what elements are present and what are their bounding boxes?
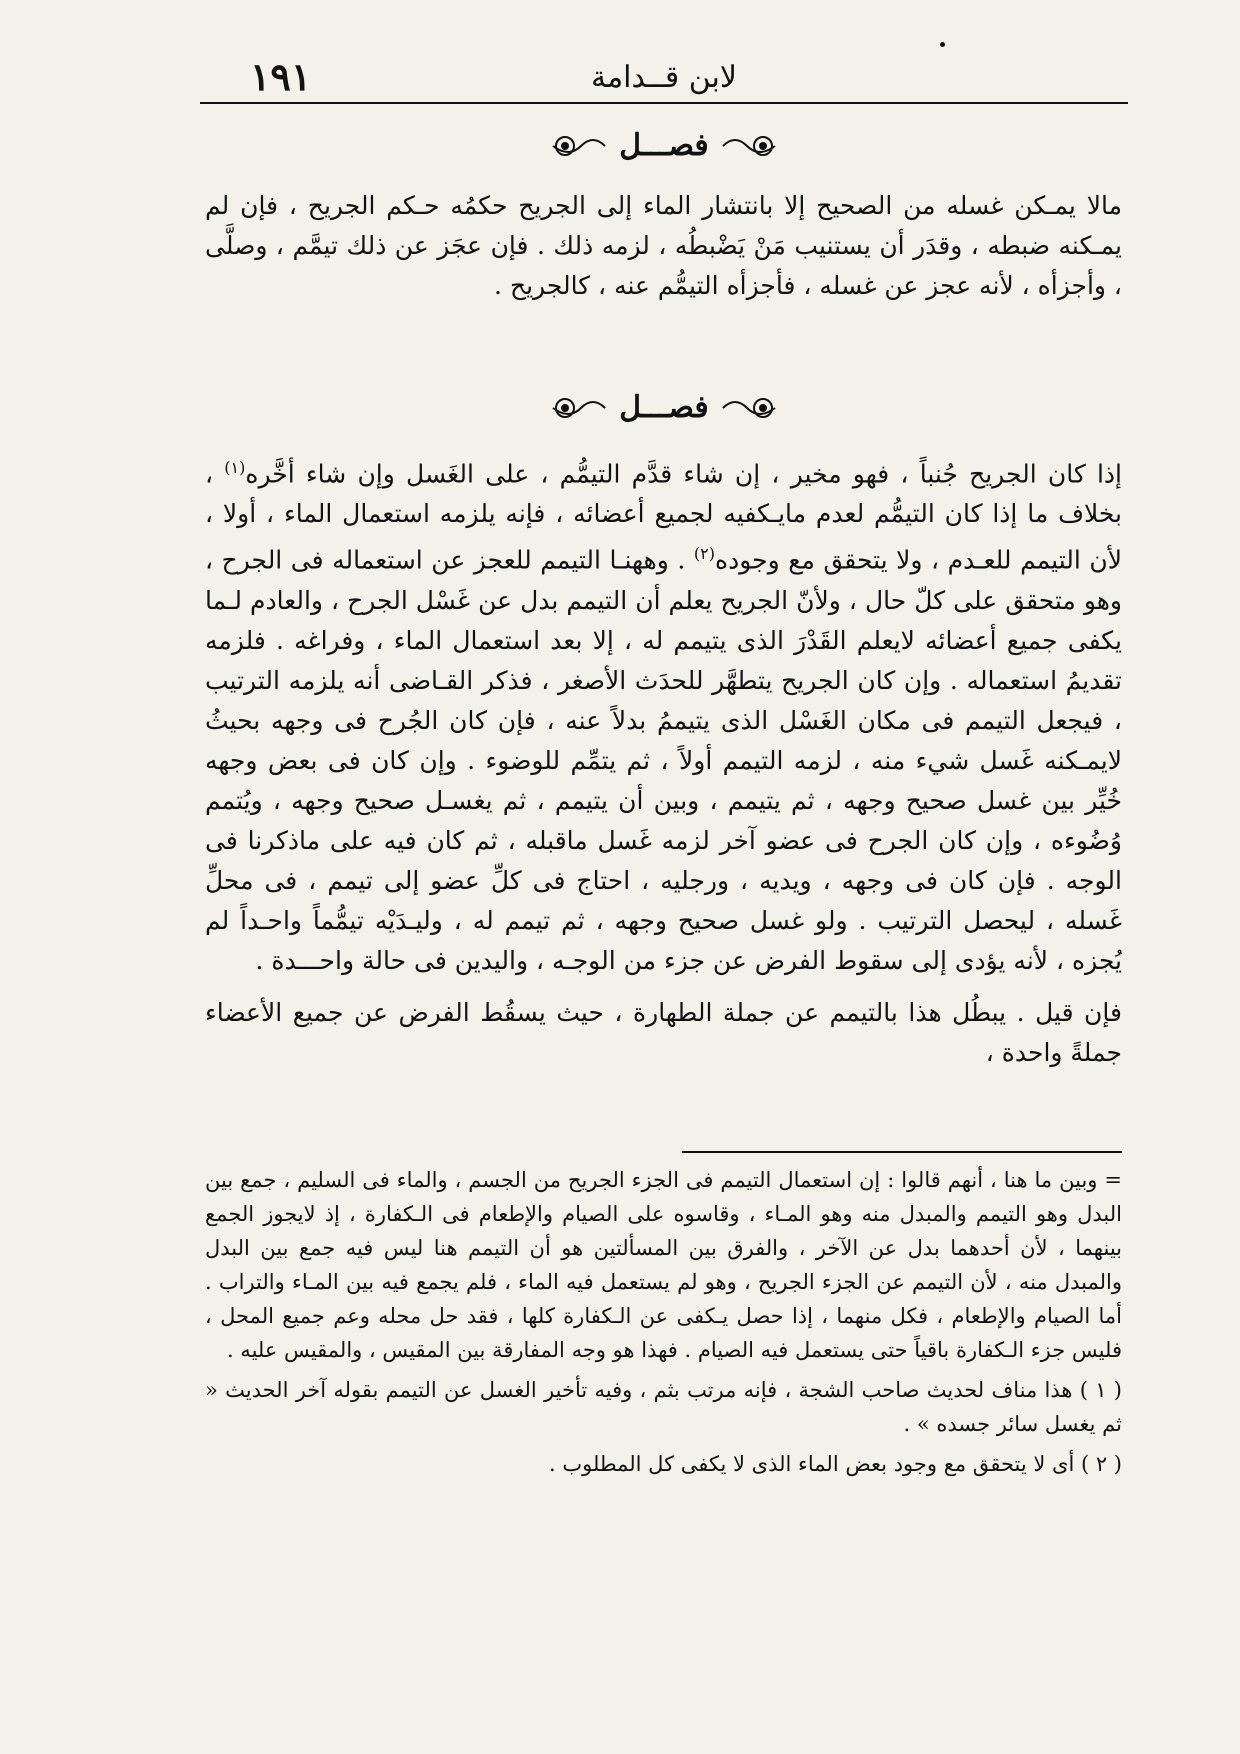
ink-dot <box>940 42 945 47</box>
ornament-right-icon <box>719 394 779 422</box>
running-header <box>200 52 1128 104</box>
running-title: لابن قــدامة <box>591 60 737 95</box>
paragraph-text: . وههنـا التيمم للعجز عن استعماله فى الجرح ، وهو متحقق على كلّ حال ، ولأنّ الجريح يعلم أن التيمم بدل عن غَسْل الجرح ، والعادم لـما يكفى جميع أعضائه لايعلم القَدْرَ الذى يتيمم له ، إلا بعد استعمال الماء ، وفراغه . فلزمه تقديمُ استعماله . وإن كان الجريح يتطهَّر للحدَث الأصغر ، فذكر القـاضى أنه يلزمه الترتيب ، فيجعل التيمم فى مكان الغَسْل الذى يتيممُ بدلاً عنه ، فإن كان الجُرح فى وجهه بحيثُ لايمـكنه غَسل شيء منه ، لزمه التيمم أولاً ، ثم يتمِّم للوضوء . وإن كان فى بعض وجهه خُيِّر بين غسل صحيح وجهه ، ثم يتيمم ، وبين أن يتيمم ، ثم يغسـل صحيح وجهه ، ويُتمم وُضُوءه ، وإن كان الجرح فى عضو آخر لزمه غَسل ماقبله ، ثم كان فيه على ماذكرنا فى الوجه . فإن كان فى وجهه ، ويديه ، ورجليه ، احتاج فى كلِّ عضو إلى تيمم ، فى محلِّ غَسله ، ليحصل الترتيب . ولو غسل صحيح وجهه ، ثم تيمم له ، وليـدَيْه تيمُّماً واحـداً لم يُجزه ، لأنه يؤدى إلى سقوط الفرض عن جزء من الوجـه ، واليدين فى حالة واحـــدة . <box>205 545 1122 975</box>
section-heading-2 <box>200 390 1128 425</box>
section-heading-label: فصـــل <box>619 390 709 425</box>
footnote-ref-1[interactable]: (١) <box>224 458 246 477</box>
paragraph <box>205 448 1122 981</box>
ornament-left-icon <box>549 394 609 422</box>
paragraph: مالا يمـكن غسله من الصحيح إلا بانتشار الماء إلى الجريح حكمُه حـكم الجريح ، فإن لم يمـكنه ضبطه ، وقدَر أن يستنيب مَنْ يَضْبطُه ، لزمه ذلك . فإن عجَز عن ذلك تيمَّم ، وصلَّى ، وأجزأه ، لأنه عجز عن غسله ، فأجزأه التيمُّم عنه ، كالجريح . <box>205 191 1122 300</box>
section-2-body <box>205 448 1122 1073</box>
section-heading-label: فصـــل <box>619 128 709 163</box>
ornament-left-icon <box>549 132 609 160</box>
section-1-body <box>205 186 1122 306</box>
section-heading-1 <box>200 128 1128 163</box>
footnote-continuation: = وبين ما هنا ، أنهم قالوا : إن استعمال التيمم فى الجزء الجريح من الجسم ، والماء فى السليم ، جمع بين البدل وهو التيمم والمبدل منه وهو المـاء ، وقاسوه على الصيام والإطعام فى الـكفارة ، إذ لايجوز الجمع بينهما ، لأن أحدهما بدل عن الآخر ، والفرق بين المسألتين هو أن التيمم هنا ليس فيه جمع بين البدل والمبدل منه ، لأن التيمم عن الجزء الجريح ، وهو لم يستعمل فيه الماء ، فلم يجمع فيه بين المـاء والتراب . أما الصيام والإطعام ، فكل منهما ، إذا حصل يـكفى عن الـكفارة كلها ، فقد حل محله وعم جميع المحل ، فليس جزء الـكفارة باقياً حتى يستعمل فيه الصيام . فهذا هو وجه المفارقة بين المقيس ، والمقيس عليه . <box>205 1168 1122 1362</box>
paragraph-text: ، بخلاف ما إذا كان التيمُّم لعدم مايـكفيه لجميع أعضائه ، فإنه يلزمه استعمال الماء ، أولا ، لأن التيمم للعـدم ، ولا يتحقق مع وجوده <box>205 459 1122 575</box>
paragraph-text: إذا كان الجريح جُنباً ، فهو مخير ، إن شاء قدَّم التيمُّم ، على الغَسل وإن شاء أخَّره <box>245 459 1123 489</box>
footnote-text: هذا مناف لحديث صاحب الشجة ، فإنه مرتب بثم ، وفيه تأخير الغسل عن التيمم بقوله آخر الحديث « ثم يغسل سائر جسده » . <box>205 1378 1122 1436</box>
page-number: ١٩١ <box>250 54 312 99</box>
footnote-text: أى لا يتحقق مع وجود بعض الماء الذى لا يكفى كل المطلوب . <box>548 1452 1075 1476</box>
paragraph: فإن قيل . يبطُل هذا بالتيمم عن جملة الطهارة ، حيث يسقُط الفرض عن جميع الأعضاء جملةً واحدة ، <box>205 997 1122 1067</box>
ornament-right-icon <box>719 132 779 160</box>
footnote-marker: ( ١ ) <box>1079 1378 1122 1402</box>
footnote-2 <box>205 1447 1122 1481</box>
footnote-1 <box>205 1373 1122 1441</box>
footnote-ref-2[interactable]: (٢) <box>693 544 715 564</box>
footnotes <box>205 1163 1122 1481</box>
footnote-marker: ( ٢ ) <box>1080 1452 1122 1476</box>
footnote-rule <box>682 1151 1122 1153</box>
